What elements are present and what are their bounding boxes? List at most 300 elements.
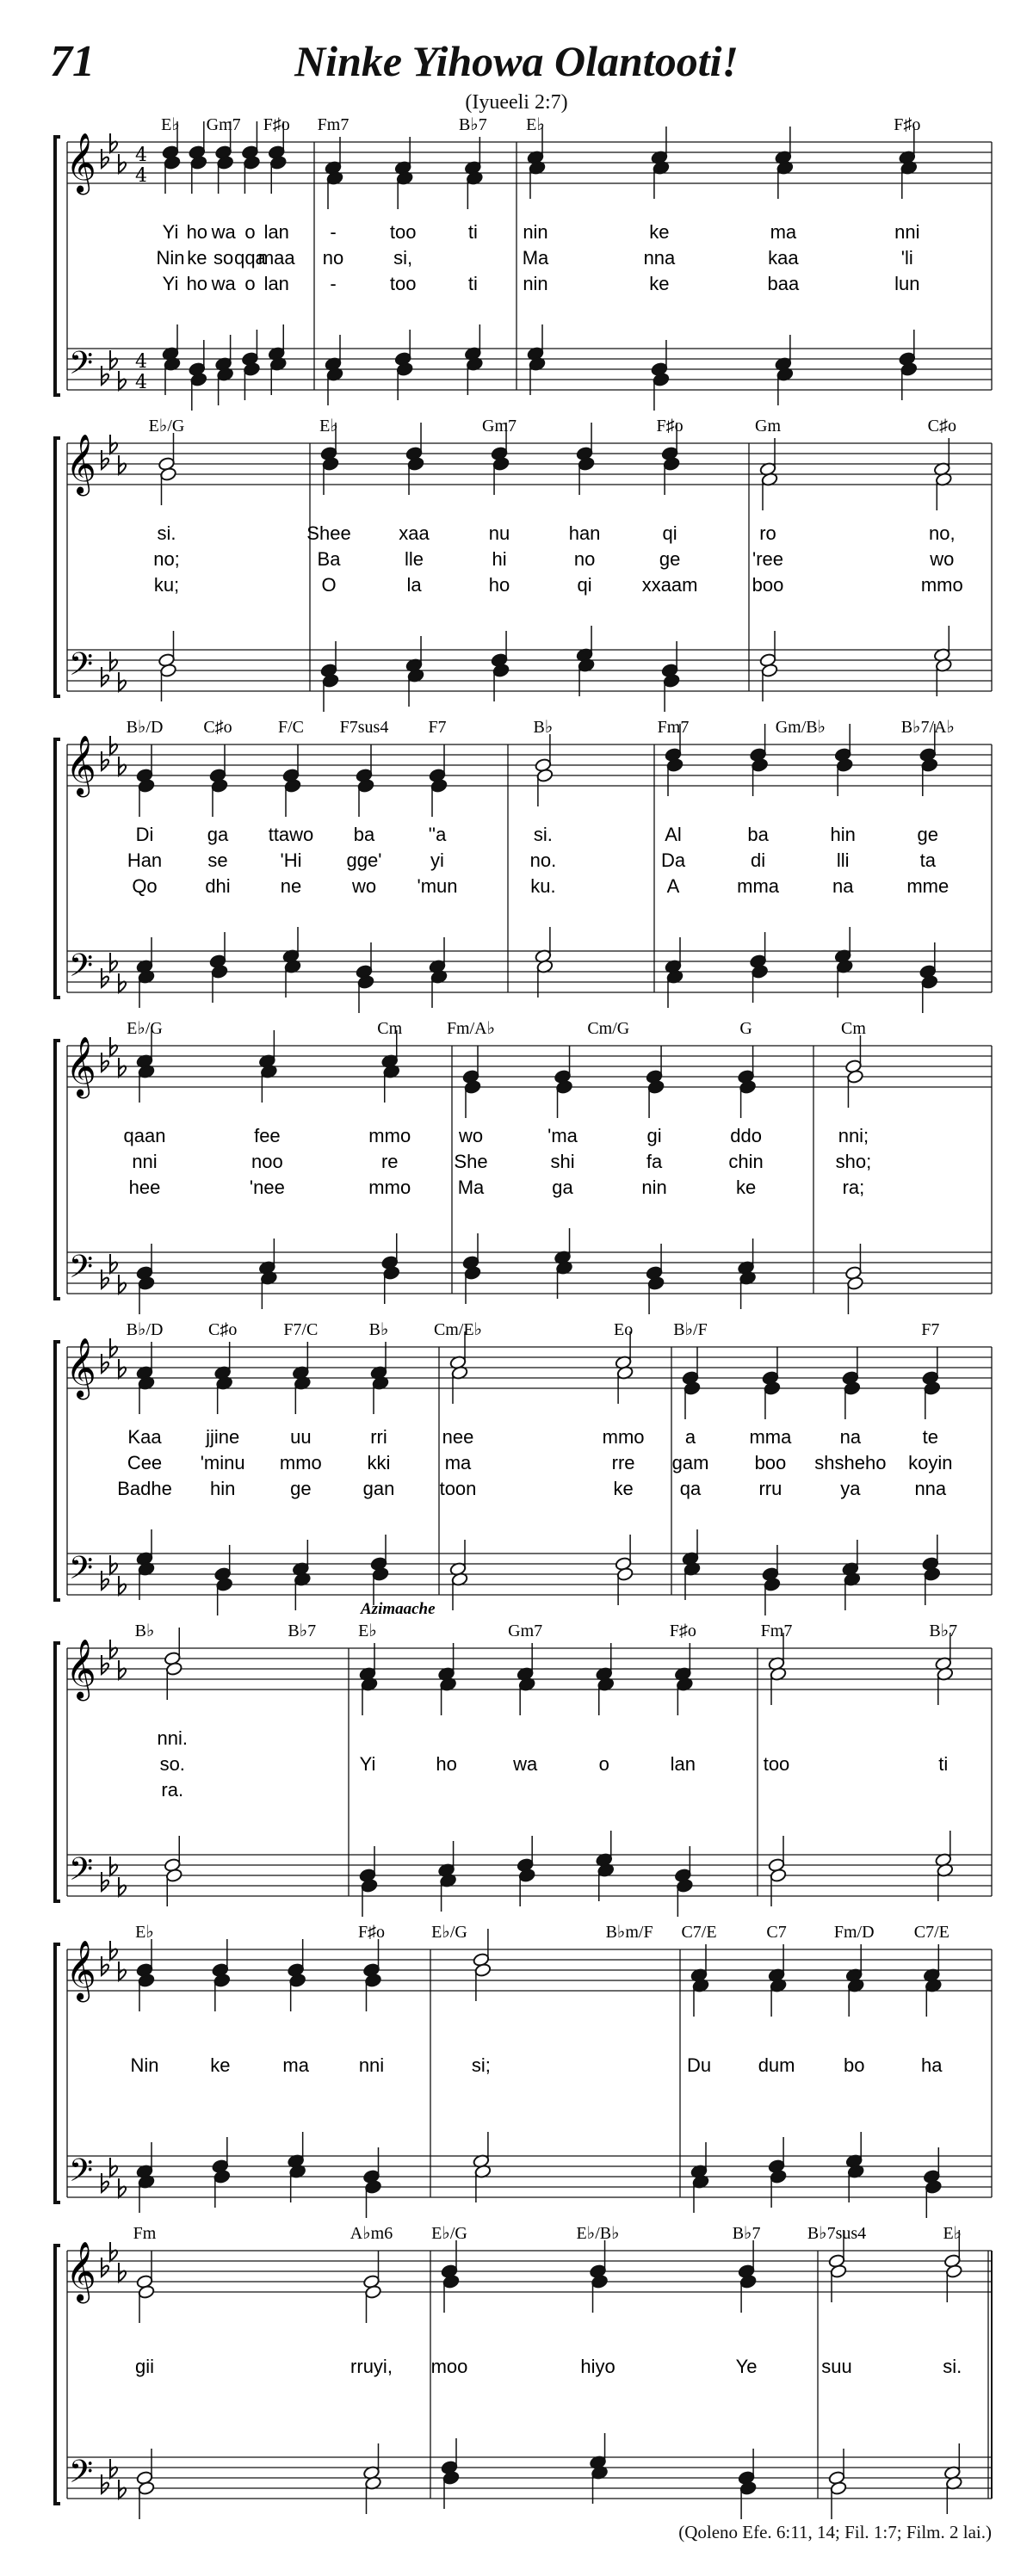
lyric-syllable: si.: [533, 824, 553, 845]
lyric-syllable: mmo: [368, 1177, 411, 1198]
bass-clef: 𝄢: [68, 948, 94, 991]
lyric-syllable: Nin: [156, 247, 185, 269]
lyric-syllable: nna: [914, 1478, 947, 1499]
lyric-syllable: ho: [488, 574, 510, 596]
flat-sign: [110, 1338, 117, 1357]
lyric-syllable: qaan: [123, 1125, 166, 1146]
flat-sign: [110, 350, 117, 369]
lyric-syllable: mmo: [602, 1426, 645, 1448]
system-bracket: [55, 739, 60, 998]
lyric-syllable: ne: [280, 875, 302, 897]
lyric-syllable: a: [684, 1426, 696, 1448]
flat-sign: [110, 736, 117, 755]
lyric-syllable: yi: [430, 849, 444, 871]
treble-clef: 𝄞: [65, 735, 96, 795]
flat-sign: [119, 757, 126, 775]
lyric-syllable: mmo: [920, 574, 963, 596]
lyric-syllable: Al: [665, 824, 682, 845]
system-bracket: [55, 438, 60, 696]
lyric-syllable: toon: [439, 1478, 477, 1499]
lyric-syllable: rru: [758, 1478, 782, 1499]
chord-symbol: B♭/D: [126, 1320, 164, 1339]
lyric-syllable: Kaa: [127, 1426, 162, 1448]
chord-symbol: F7: [921, 1320, 940, 1339]
chord-symbol: B♭7: [929, 1622, 958, 1640]
lyric-syllable: o: [244, 221, 256, 243]
flat-sign: [110, 435, 117, 454]
treble-clef: 𝄞: [65, 133, 96, 193]
staff-system: [55, 417, 992, 712]
lyric-syllable: A: [666, 875, 680, 897]
lyric-syllable: rruyi,: [350, 2356, 393, 2377]
flat-sign: [102, 968, 108, 987]
chord-symbol: B♭/F: [673, 1320, 708, 1339]
treble-clef: 𝄞: [65, 1940, 96, 2000]
chord-symbol: Gm: [755, 417, 781, 436]
scripture-reference: (Iyueeli 2:7): [465, 91, 568, 114]
lyric-syllable: nni.: [157, 1727, 188, 1749]
lyric-syllable: si.: [157, 522, 176, 544]
lyric-syllable: nin: [641, 1177, 667, 1198]
lyric-syllable: ke: [649, 221, 670, 243]
flat-sign: [102, 1655, 108, 1674]
lyric-syllable: 'ree: [752, 548, 783, 570]
flat-sign: [119, 2480, 126, 2499]
lyric-syllable: na: [839, 1426, 862, 1448]
lyric-syllable: wo: [351, 875, 377, 897]
lyric-syllable: ga: [552, 1177, 573, 1198]
flat-sign: [110, 652, 117, 670]
lyric-syllable: no,: [929, 522, 956, 544]
lyric-syllable: ge: [290, 1478, 312, 1499]
lyric-syllable: maa: [257, 247, 295, 269]
lyric-syllable: no: [322, 247, 344, 269]
lyric-syllable: ta: [919, 849, 936, 871]
lyric-syllable: mma: [737, 875, 780, 897]
chord-symbol: Fm7: [317, 115, 349, 134]
lyric-syllable: suu: [821, 2356, 852, 2377]
chord-symbol: B♭/D: [126, 718, 164, 737]
flat-sign: [102, 366, 108, 385]
lyric-syllable: Yi: [162, 221, 179, 243]
chord-symbol: B♭: [368, 1320, 389, 1339]
chord-symbol: F♯o: [894, 115, 921, 134]
flat-sign: [110, 1640, 117, 1659]
chord-symbol: C7/E: [681, 1923, 717, 1942]
flat-sign: [119, 1275, 126, 1294]
bass-clef: 𝄢: [68, 1249, 94, 1293]
flat-sign: [110, 1941, 117, 1960]
lyric-syllable: ke: [735, 1177, 757, 1198]
lyric-syllable: nni: [132, 1151, 158, 1172]
lyric-syllable: dum: [758, 2054, 795, 2076]
lyric-syllable: wo: [458, 1125, 484, 1146]
system-bracket: [55, 1944, 60, 2202]
lyric-syllable: hiyo: [580, 2356, 615, 2377]
lyric-syllable: o: [244, 273, 256, 294]
chord-symbol: E♭: [358, 1622, 377, 1640]
lyric-syllable: gge': [346, 849, 382, 871]
chord-symbol: C♯o: [203, 718, 232, 737]
lyric-syllable: Di: [135, 824, 154, 845]
lyric-syllable: 'Hi: [280, 849, 302, 871]
flat-sign: [102, 1571, 108, 1590]
lyric-syllable: mmo: [279, 1452, 322, 1473]
lyric-syllable: qa: [679, 1478, 702, 1499]
lyric-syllable: rre: [611, 1452, 635, 1473]
lyric-syllable: bo: [843, 2054, 865, 2076]
lyric-syllable: noo: [251, 1151, 283, 1172]
staff-system: [55, 1923, 992, 2218]
treble-clef: 𝄞: [65, 1337, 96, 1398]
chord-symbol: B♭7sus4: [807, 2224, 867, 2243]
bass-clef: 𝄢: [68, 646, 94, 690]
flat-sign: [119, 973, 126, 992]
lyric-syllable: ho: [186, 221, 208, 243]
lyric-syllable: sho;: [835, 1151, 872, 1172]
flat-sign: [102, 450, 108, 469]
lyric-syllable: lan: [263, 221, 289, 243]
lyric-syllable: o: [598, 1753, 609, 1775]
lyric-syllable: too: [389, 273, 417, 294]
lyric-syllable: wo: [930, 548, 955, 570]
bass-clef: 𝄢: [68, 2153, 94, 2196]
flat-sign: [102, 1956, 108, 1975]
time-signature-top: 4: [135, 351, 147, 373]
lyric-syllable: no.: [529, 849, 557, 871]
lyric-syllable: ya: [840, 1478, 861, 1499]
flat-sign: [119, 455, 126, 474]
chord-symbol: F♯o: [669, 1622, 696, 1640]
chord-symbol: C♯o: [927, 417, 956, 436]
lyric-syllable: nni;: [838, 1125, 869, 1146]
treble-clef: 𝄞: [65, 434, 96, 494]
chord-symbol: E♭/G: [431, 2224, 467, 2243]
lyric-syllable: hi: [492, 548, 507, 570]
chord-symbol: C7: [766, 1923, 787, 1942]
lyric-syllable: lan: [263, 273, 289, 294]
lyric-syllable: mmo: [368, 1125, 411, 1146]
hymn-title: Ninke Yihowa Olantooti!: [294, 37, 739, 85]
lyric-syllable: qi: [662, 522, 677, 544]
bass-clef: 𝄢: [68, 1851, 94, 1895]
flat-sign: [119, 1877, 126, 1896]
lyric-syllable: ttawo: [268, 824, 314, 845]
lyric-syllable: xxaam: [641, 574, 698, 596]
chord-symbol: E♭: [135, 1923, 154, 1942]
lyric-syllable: hin: [830, 824, 856, 845]
lyric-syllable: re: [380, 1151, 399, 1172]
lyric-syllable: ba: [353, 824, 375, 845]
chord-symbol: Gm/B♭: [775, 718, 826, 737]
lyric-syllable: qi: [577, 574, 592, 596]
chord-symbol: B♭: [134, 1622, 155, 1640]
flat-sign: [110, 1555, 117, 1574]
lyric-syllable: mma: [749, 1426, 792, 1448]
chord-symbol: Gm7: [482, 417, 517, 436]
flat-sign: [119, 371, 126, 390]
flat-sign: [102, 667, 108, 686]
lyric-syllable: lan: [670, 1753, 696, 1775]
lyric-syllable: mme: [906, 875, 949, 897]
bass-clef: 𝄢: [68, 345, 94, 389]
time-signature-top: 4: [135, 145, 147, 166]
flat-sign: [102, 1269, 108, 1288]
flat-sign: [102, 1053, 108, 1072]
flat-sign: [119, 672, 126, 691]
chord-symbol: E♭: [526, 115, 545, 134]
flat-sign: [119, 2178, 126, 2197]
lyric-syllable: nna: [643, 247, 676, 269]
lyric-syllable: ra.: [161, 1779, 184, 1801]
lyric-syllable: ho: [186, 273, 208, 294]
lyric-syllable: si.: [943, 2356, 962, 2377]
lyric-syllable: Ye: [735, 2356, 758, 2377]
flat-sign: [110, 2158, 117, 2177]
time-signature-bottom: 4: [135, 165, 147, 187]
flat-sign: [110, 1037, 117, 1056]
lyric-syllable: Ba: [317, 548, 341, 570]
lyric-syllable: -: [330, 273, 337, 294]
bass-clef: 𝄢: [68, 1550, 94, 1594]
flat-sign: [102, 1354, 108, 1373]
flat-sign: [102, 1872, 108, 1891]
chord-symbol: Gm7: [206, 115, 241, 134]
lyric-syllable: rri: [370, 1426, 387, 1448]
lyric-syllable: ho: [436, 1753, 457, 1775]
chord-symbol: Cm: [840, 1019, 866, 1038]
lyric-syllable: shi: [550, 1151, 575, 1172]
chord-symbol: B♭m/F: [605, 1923, 653, 1942]
chord-symbol: C♯o: [207, 1320, 238, 1339]
lyric-syllable: ge: [659, 548, 681, 570]
chord-symbol: F7/C: [283, 1320, 319, 1339]
chord-symbol: B♭7: [732, 2224, 761, 2243]
flat-sign: [110, 2242, 117, 2261]
staff-system: [55, 2224, 992, 2519]
lyric-syllable: gam: [671, 1452, 709, 1473]
flat-sign: [119, 1576, 126, 1595]
lyric-syllable: no: [573, 548, 596, 570]
chord-symbol: B♭7: [288, 1622, 317, 1640]
chord-symbol: Cm/G: [587, 1019, 630, 1038]
lyric-syllable: lli: [836, 849, 850, 871]
lyric-syllable: ke: [613, 1478, 634, 1499]
system-bracket: [55, 1342, 60, 1600]
lyric-syllable: ku.: [530, 875, 556, 897]
lyric-syllable: kki: [367, 1452, 391, 1473]
lyric-syllable: moo: [430, 2356, 468, 2377]
flat-sign: [119, 1961, 126, 1980]
lyric-syllable: ti: [467, 221, 478, 243]
lyric-syllable: too: [763, 1753, 790, 1775]
lyric-syllable: wa: [211, 273, 236, 294]
lyric-syllable: ke: [210, 2054, 231, 2076]
footer-reference: (Qoleno Efe. 6:11, 14; Fil. 1:7; Film. 2 lai.): [678, 2522, 992, 2542]
chord-symbol: B♭: [533, 718, 554, 737]
lyric-syllable: wa: [211, 221, 236, 243]
lyric-syllable: nu: [488, 522, 510, 544]
hymn-number: 71: [50, 37, 95, 86]
staff-system: [55, 1600, 992, 1917]
lyric-syllable: nee: [442, 1426, 474, 1448]
flat-sign: [102, 149, 108, 168]
lyric-syllable: chin: [728, 1151, 764, 1172]
lyric-syllable: She: [454, 1151, 488, 1172]
lyric-syllable: ke: [187, 247, 207, 269]
flat-sign: [119, 1058, 126, 1077]
chord-symbol: Cm: [377, 1019, 403, 1038]
lyric-syllable: Yi: [162, 273, 179, 294]
lyric-syllable: so.: [159, 1753, 185, 1775]
lyric-syllable: lun: [894, 273, 920, 294]
lyric-syllable: hee: [128, 1177, 161, 1198]
flat-sign: [110, 133, 117, 152]
bass-clef: 𝄢: [68, 2454, 94, 2498]
lyric-syllable: boo: [754, 1452, 787, 1473]
lyric-syllable: kaa: [768, 247, 799, 269]
lyric-syllable: nni: [894, 221, 920, 243]
lyric-syllable: shsheho: [814, 1452, 887, 1473]
lyric-syllable: koyin: [908, 1452, 953, 1473]
lyric-syllable: la: [406, 574, 422, 596]
lyric-syllable: uu: [290, 1426, 312, 1448]
chord-symbol: Eo: [613, 1320, 634, 1339]
lyric-syllable: 'li: [900, 247, 913, 269]
staff-system: [55, 1019, 992, 1314]
lyric-syllable: si,: [393, 247, 413, 269]
staff-system: [55, 115, 992, 411]
chord-symbol: F7sus4: [339, 718, 389, 737]
lyric-syllable: Han: [127, 849, 163, 871]
lyric-syllable: wa: [513, 1753, 538, 1775]
lyric-syllable: xaa: [399, 522, 430, 544]
chord-symbol: Fm7: [760, 1622, 793, 1640]
lyric-syllable: -: [330, 221, 337, 243]
chord-symbol: E♭: [943, 2224, 962, 2243]
flat-sign: [102, 751, 108, 770]
chord-symbol: E♭/B♭: [576, 2224, 620, 2243]
lyric-syllable: gii: [134, 2356, 155, 2377]
flat-sign: [119, 154, 126, 173]
lyric-syllable: se: [207, 849, 228, 871]
system-bracket: [55, 1643, 60, 1901]
lyric-syllable: ke: [649, 273, 670, 294]
lyric-syllable: nni: [358, 2054, 385, 2076]
lyric-syllable: gan: [362, 1478, 395, 1499]
lyric-syllable: ma: [444, 1452, 472, 1473]
lyric-syllable: boo: [752, 574, 784, 596]
lyric-syllable: ba: [747, 824, 769, 845]
chord-symbol: B♭7/A♭: [900, 718, 955, 737]
lyric-syllable: ddo: [730, 1125, 762, 1146]
chord-symbol: A♭m6: [349, 2224, 393, 2243]
flat-sign: [102, 2474, 108, 2493]
treble-clef: 𝄞: [65, 1036, 96, 1096]
flat-sign: [119, 1660, 126, 1679]
lyric-syllable: ti: [938, 1753, 949, 1775]
chord-symbol: E♭: [319, 417, 338, 436]
lyric-syllable: nin: [523, 273, 548, 294]
lyric-syllable: too: [389, 221, 417, 243]
lyric-syllable: jjine: [206, 1426, 240, 1448]
lyric-syllable: gi: [646, 1125, 662, 1146]
lyric-syllable: 'mun: [417, 875, 458, 897]
chord-symbol: E♭/G: [127, 1019, 163, 1038]
chord-symbol: Fm/D: [833, 1923, 875, 1942]
lyric-syllable: fa: [646, 1151, 663, 1172]
chord-symbol: F/C: [277, 718, 305, 737]
lyric-syllable: Nin: [130, 2054, 159, 2076]
lyric-syllable: ro: [759, 522, 776, 544]
flat-sign: [110, 953, 117, 972]
lyric-syllable: ku;: [153, 574, 180, 596]
chord-symbol: E♭/G: [431, 1923, 467, 1942]
lyric-syllable: Shee: [306, 522, 351, 544]
lyric-syllable: O: [321, 574, 337, 596]
lyric-syllable: ma: [282, 2054, 309, 2076]
chord-symbol: F♯o: [263, 115, 290, 134]
treble-clef: 𝄞: [65, 2241, 96, 2301]
lyric-syllable: ti: [467, 273, 478, 294]
lyric-syllable: hin: [209, 1478, 236, 1499]
lyric-syllable: na: [832, 875, 854, 897]
chord-symbol: Gm7: [508, 1622, 543, 1640]
lyric-syllable: so: [213, 247, 234, 269]
lyric-syllable: baa: [767, 273, 800, 294]
lyric-syllable: Badhe: [117, 1478, 172, 1499]
lyric-syllable: 'nee: [249, 1177, 285, 1198]
chord-symbol: Cm/E♭: [433, 1320, 483, 1339]
flat-sign: [119, 2263, 126, 2282]
lyric-syllable: di: [751, 849, 766, 871]
lyric-syllable: Da: [660, 849, 686, 871]
lyric-syllable: ga: [207, 824, 229, 845]
lyric-syllable: lle: [405, 548, 424, 570]
staff-system: [55, 1320, 992, 1615]
chord-symbol: Fm: [133, 2224, 157, 2243]
lyric-syllable: fee: [254, 1125, 281, 1146]
lyric-syllable: Ma: [522, 247, 549, 269]
chord-symbol: G: [739, 1019, 752, 1038]
tempo-marking: Azimaache: [361, 1600, 436, 1618]
lyric-syllable: no;: [153, 548, 180, 570]
lyric-syllable: si;: [471, 2054, 491, 2076]
lyric-syllable: qqa: [234, 247, 266, 269]
lyric-syllable: ha: [921, 2054, 943, 2076]
lyric-syllable: Cee: [127, 1452, 163, 1473]
chord-symbol: F7: [428, 718, 447, 737]
flat-sign: [110, 1856, 117, 1875]
treble-clef: 𝄞: [65, 1639, 96, 1699]
lyric-syllable: Du: [686, 2054, 712, 2076]
chord-symbol: F♯o: [656, 417, 684, 436]
lyric-syllable: nin: [523, 221, 548, 243]
flat-sign: [110, 1254, 117, 1273]
lyric-syllable: han: [568, 522, 601, 544]
flat-sign: [102, 2173, 108, 2192]
chord-symbol: E♭/G: [148, 417, 185, 436]
time-signature-bottom: 4: [135, 372, 147, 393]
lyric-syllable: dhi: [205, 875, 231, 897]
system-bracket: [55, 1041, 60, 1299]
lyric-syllable: Ma: [457, 1177, 485, 1198]
system-bracket: [55, 2246, 60, 2504]
chord-symbol: Fm7: [657, 718, 690, 737]
lyric-syllable: 'minu: [200, 1452, 245, 1473]
lyric-syllable: Qo: [132, 875, 158, 897]
flat-sign: [110, 2459, 117, 2478]
